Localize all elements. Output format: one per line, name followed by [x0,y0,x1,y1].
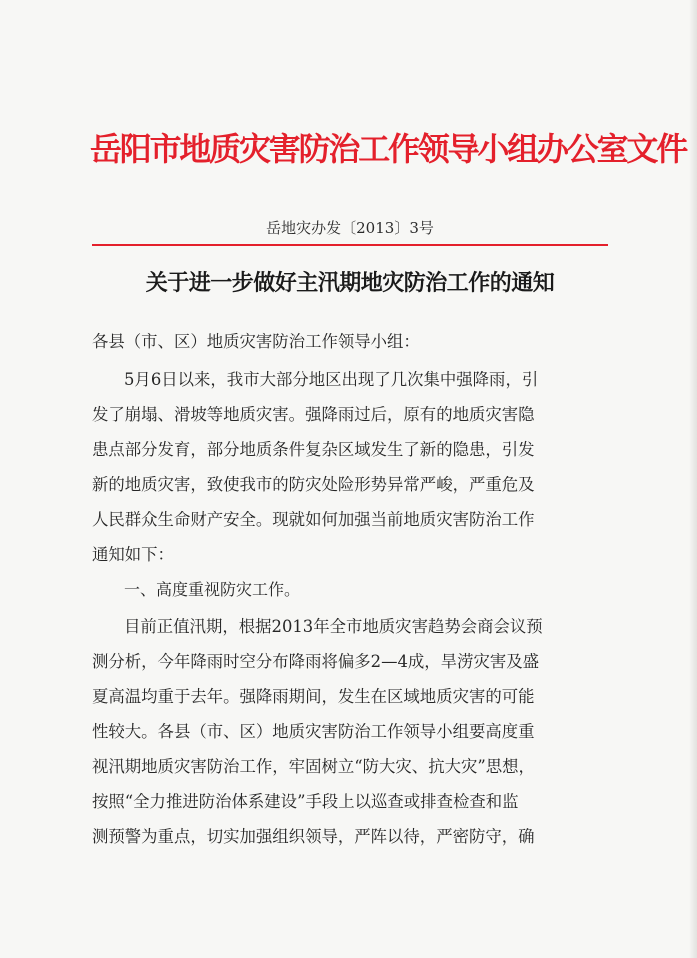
salutation-line: 各县（市、区）地质灾害防治工作领导小组： [92,332,420,351]
org-header-title: 岳阳市地质灾害防治工作领导小组办公室文件 [90,130,687,168]
body-line: 5月6日以来，我市大部分地区出现了几次集中强降雨，引 [124,370,539,389]
notice-title: 关于进一步做好主汛期地灾防治工作的通知 [145,270,555,296]
body-line: 夏高温均重于去年。强降雨期间，发生在区域地质灾害的可能 [92,687,535,706]
body-line: 按照“全力推进防治体系建设”手段上以巡查或排查检查和监 [92,792,519,811]
document-number: 岳地灾办发〔2013〕3号 [266,219,434,237]
body-line: 人民群众生命财产安全。现就如何加强当前地质灾害防治工作 [92,510,535,529]
section-heading: 一、高度重视防灾工作。 [124,580,301,599]
red-divider-line [92,244,608,246]
body-line: 通知如下： [92,545,174,564]
body-line: 视汛期地质灾害防治工作，牢固树立“防大灾、抗大灾”思想， [92,757,535,776]
body-line: 测分析，今年降雨时空分布降雨将偏多2—4成，旱涝灾害及盛 [92,652,540,671]
body-line: 性较大。各县（市、区）地质灾害防治工作领导小组要高度重 [92,722,535,741]
body-line: 测预警为重点，切实加强组织领导，严阵以待，严密防守，确 [92,827,535,846]
body-line: 患点部分发育，部分地质条件复杂区域发生了新的隐患，引发 [92,440,535,459]
page-edge-shadow [689,0,697,958]
body-line: 新的地质灾害，致使我市的防灾处险形势异常严峻，严重危及 [92,475,535,494]
body-line: 目前正值汛期，根据2013年全市地质灾害趋势会商会议预 [124,617,543,636]
body-line: 发了崩塌、滑坡等地质灾害。强降雨过后，原有的地质灾害隐 [92,405,535,424]
